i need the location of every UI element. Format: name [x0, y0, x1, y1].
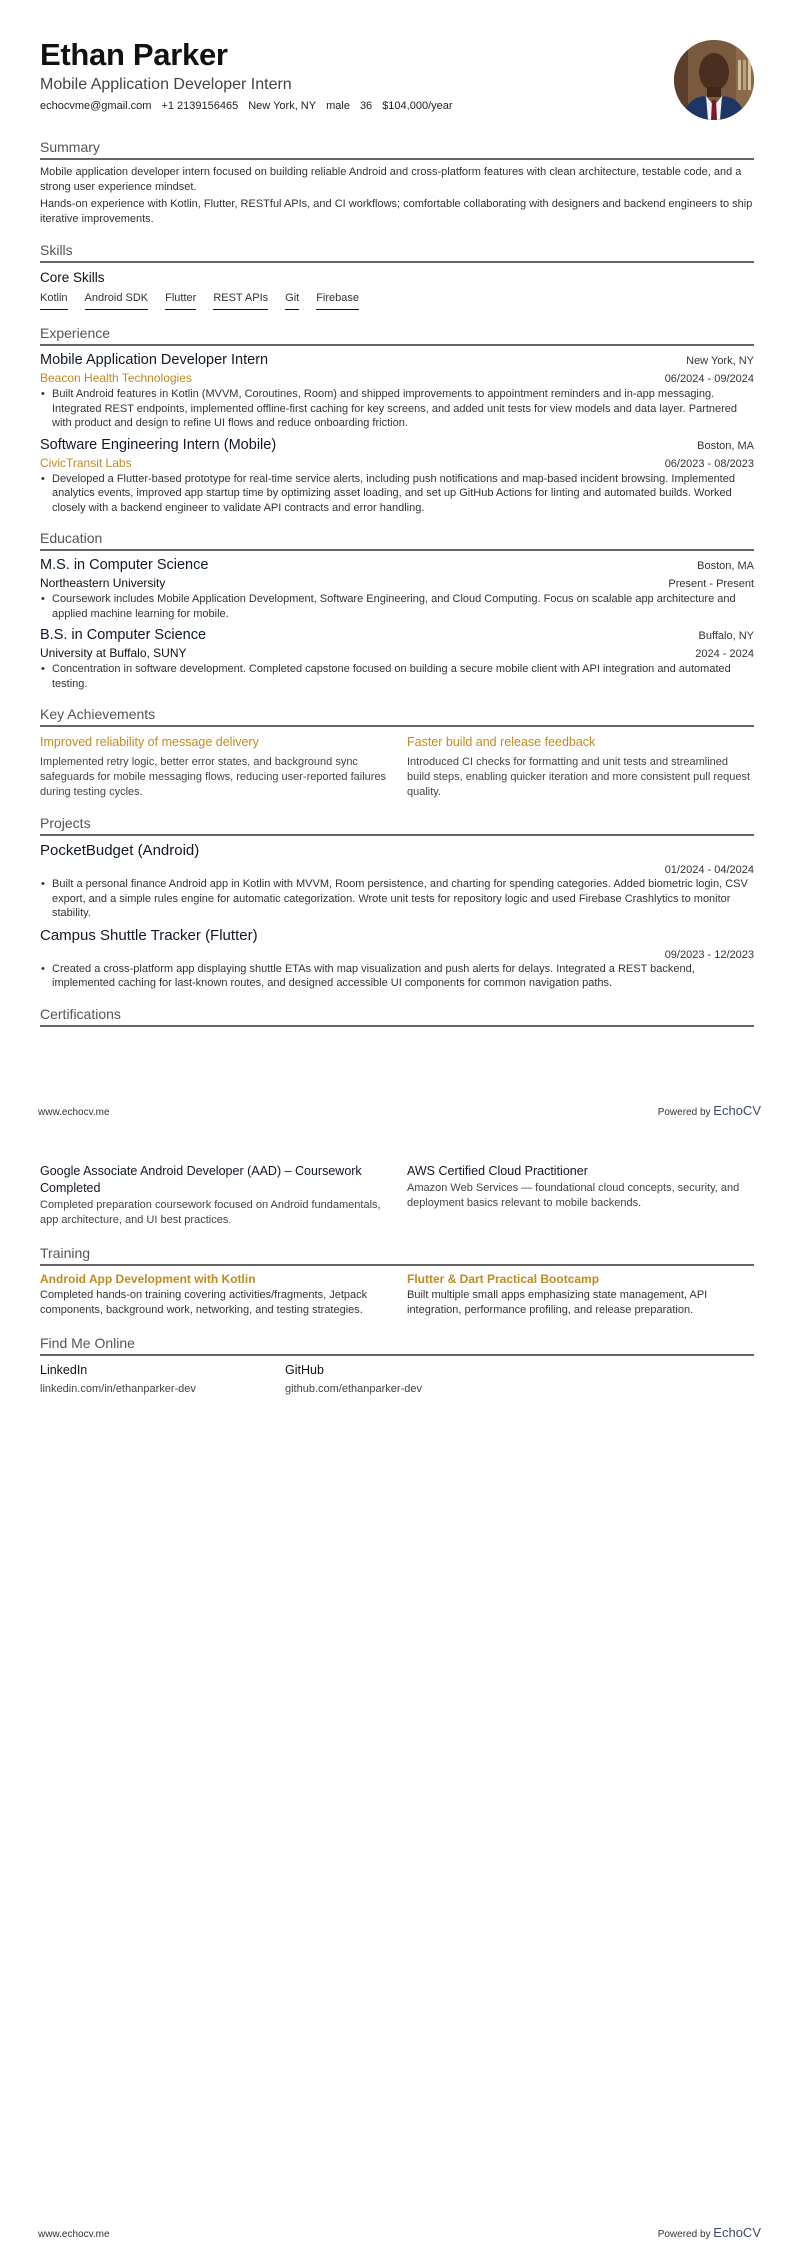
training-description: Completed hands-on training covering activities/fragments, Jetpack components, background work, networking, and testing strategies.	[40, 1289, 368, 1316]
project-description: • Created a cross-platform app displaying shuttle ETAs with map visualization and push alerts for delays. Integrated a REST backend, implemented caching for last-known routes, and designed accessible UI components for common navigation paths.	[40, 962, 754, 991]
footer-site-link[interactable]: www.echocv.me	[38, 2229, 110, 2240]
profile-label: LinkedIn	[40, 1363, 88, 1377]
company-name: Beacon Health Technologies	[40, 371, 192, 385]
project-entry	[40, 841, 754, 921]
skill-tag: Git	[285, 291, 299, 310]
certification-item	[40, 1163, 387, 1228]
job-description: • Built Android features in Kotlin (MVVM, Coroutines, Room) and shipped improvements to appointment reminders and in-app messaging. Integrated REST endpoints, implemented offline-first caching for key screens, and added unit tests for view models and data layer. Partnered with product and design to refine UI flows and reduce onboarding friction.	[40, 387, 754, 431]
echocv-brand-link[interactable]: EchoCV	[713, 1103, 761, 1118]
achievement-item	[407, 733, 754, 800]
certification-title: Google Associate Android Developer (AAD) – Coursework Completed	[40, 1164, 362, 1195]
project-entry	[40, 926, 754, 991]
training-item	[40, 1271, 387, 1318]
avatar	[674, 40, 754, 120]
job-dates: 06/2023 - 08/2023	[664, 457, 754, 470]
contact-location: New York, NY	[248, 100, 317, 112]
page-footer-2	[38, 2225, 761, 2240]
skills-section	[40, 241, 754, 310]
contact-email[interactable]: echocvme@gmail.com	[40, 100, 152, 112]
section-title-training: Training	[40, 1244, 754, 1266]
job-location: New York, NY	[686, 355, 754, 367]
skills-group-label: Core Skills	[40, 270, 105, 285]
powered-by-label: Powered by	[657, 1107, 711, 1118]
linkedin-link[interactable]: linkedin.com/in/ethanparker-dev	[40, 1383, 196, 1395]
education-entry	[40, 626, 754, 691]
training-item	[407, 1271, 754, 1318]
achievement-description: Implemented retry logic, better error states, and background sync safeguards for mobile messaging flows, reducing user-reported failures during testing cycles.	[40, 756, 387, 798]
school-location: Boston, MA	[697, 560, 754, 572]
skill-tag: REST APIs	[213, 291, 268, 310]
projects-section	[40, 814, 754, 991]
project-name: PocketBudget (Android)	[40, 842, 200, 859]
footer-site-link[interactable]: www.echocv.me	[38, 1107, 110, 1118]
job-title: Software Engineering Intern (Mobile)	[40, 436, 277, 453]
achievements-section	[40, 705, 754, 800]
training-title: Android App Development with Kotlin	[40, 1272, 256, 1286]
education-dates: 2024 - 2024	[695, 648, 754, 660]
job-location: Boston, MA	[697, 439, 754, 452]
education-dates: Present - Present	[668, 578, 754, 590]
achievement-title: Improved reliability of message delivery	[40, 735, 259, 749]
online-profile-linkedin	[40, 1362, 285, 1395]
skill-tag: Flutter	[165, 291, 196, 310]
section-title-education: Education	[40, 529, 754, 551]
certification-description: Amazon Web Services — foundational cloud concepts, security, and deployment basics relevant to mobile backends.	[407, 1182, 740, 1209]
job-title: Mobile Application Developer Intern	[40, 352, 269, 368]
school-location: Buffalo, NY	[698, 630, 754, 642]
profile-label: GitHub	[285, 1363, 324, 1377]
online-section	[40, 1334, 754, 1395]
training-description: Built multiple small apps emphasizing state management, API integration, performance profiling, and release preparation.	[407, 1289, 708, 1316]
page-footer	[38, 1103, 761, 1118]
github-link[interactable]: github.com/ethanparker-dev	[285, 1383, 422, 1395]
company-name: CivicTransit Labs	[40, 455, 132, 470]
contact-salary: $104,000/year	[382, 100, 453, 112]
certification-item	[407, 1163, 754, 1228]
certification-title: AWS Certified Cloud Practitioner	[407, 1164, 588, 1178]
education-description: • Coursework includes Mobile Application Development, Software Engineering, and Cloud Computing. Focus on scalable app architecture and applied machine learning for mobile.	[40, 592, 754, 621]
education-description: • Concentration in software development. Completed capstone focused on building a secure mobile client with API integration and automated testing.	[40, 662, 754, 691]
avatar-photo-icon	[674, 40, 754, 120]
skill-tag: Android SDK	[85, 291, 149, 310]
footer-powered-by	[658, 1103, 761, 1118]
experience-entry	[40, 351, 754, 431]
education-section	[40, 529, 754, 691]
footer-powered-by	[658, 2225, 761, 2240]
powered-by-label: Powered by	[657, 2229, 711, 2240]
training-section	[40, 1244, 754, 1318]
experience-section	[40, 324, 754, 515]
degree-title: B.S. in Computer Science	[40, 627, 207, 643]
section-title-projects: Projects	[40, 814, 754, 836]
achievement-item	[40, 733, 387, 800]
contact-phone[interactable]: +1 2139156465	[161, 100, 239, 112]
training-title: Flutter & Dart Practical Bootcamp	[407, 1272, 600, 1286]
contact-line	[40, 100, 754, 112]
online-profile-github	[285, 1362, 422, 1395]
section-title-skills: Skills	[40, 241, 754, 263]
job-dates: 06/2024 - 09/2024	[664, 373, 754, 385]
degree-title: M.S. in Computer Science	[40, 557, 209, 573]
project-name: Campus Shuttle Tracker (Flutter)	[40, 926, 258, 944]
school-name: University at Buffalo, SUNY	[40, 646, 187, 660]
section-title-achievements: Key Achievements	[40, 705, 754, 727]
echocv-brand-link[interactable]: EchoCV	[713, 2225, 761, 2240]
summary-paragraph-2: Hands-on experience with Kotlin, Flutter, RESTful APIs, and CI workflows; comfortable collaborating with designers and backend engineers to ship iterative improvements.	[40, 198, 753, 225]
section-title-certifications: Certifications	[40, 1005, 754, 1027]
summary-paragraph-1: Mobile application developer intern focused on building reliable Android and cross-platform features with clean architecture, testable code, and a strong user experience mindset.	[40, 166, 742, 193]
school-name: Northeastern University	[40, 576, 166, 590]
job-description: • Developed a Flutter-based prototype for real-time service alerts, including push notifications and map-based incident browsing. Implemented analytics events, improved app startup time by optimizing asset loading, and set up GitHub Actions for linting and automated builds. Worked closely with a backend engineer to validate API contracts and error handling.	[40, 472, 754, 516]
achievement-title: Faster build and release feedback	[407, 735, 596, 749]
skill-tag: Kotlin	[40, 291, 68, 310]
project-dates: 01/2024 - 04/2024	[664, 864, 754, 876]
section-title-summary: Summary	[40, 138, 754, 160]
certification-description: Completed preparation coursework focused on Android fundamentals, app architecture, and UI best practices.	[40, 1199, 381, 1226]
project-dates: 09/2023 - 12/2023	[664, 948, 754, 961]
project-description: • Built a personal finance Android app in Kotlin with MVVM, Room persistence, and charting for spending categories. Added biometric login, CSV export, and a simple rules engine for automatic categorization. Wrote unit tests for repository logic and used Firebase Crashlytics to monitor stability.	[40, 877, 754, 921]
resume-page-2	[40, 1163, 754, 1395]
skills-list	[40, 291, 754, 310]
certifications-list	[40, 1163, 754, 1228]
skill-tag: Firebase	[316, 291, 359, 310]
contact-gender: male	[326, 100, 350, 112]
resume-header	[40, 38, 754, 124]
education-entry	[40, 556, 754, 621]
contact-age: 36	[359, 100, 373, 112]
candidate-title: Mobile Application Developer Intern	[40, 76, 292, 93]
section-title-experience: Experience	[40, 324, 754, 346]
section-title-online: Find Me Online	[40, 1334, 754, 1356]
achievement-description: Introduced CI checks for formatting and unit tests and streamlined build steps, enabling quicker iteration and more consistent pull request quality.	[407, 756, 751, 798]
summary-section	[40, 138, 754, 227]
resume-page-1	[40, 38, 754, 1027]
candidate-name: Ethan Parker	[40, 37, 228, 72]
experience-entry	[40, 436, 754, 516]
certifications-section	[40, 1005, 754, 1027]
